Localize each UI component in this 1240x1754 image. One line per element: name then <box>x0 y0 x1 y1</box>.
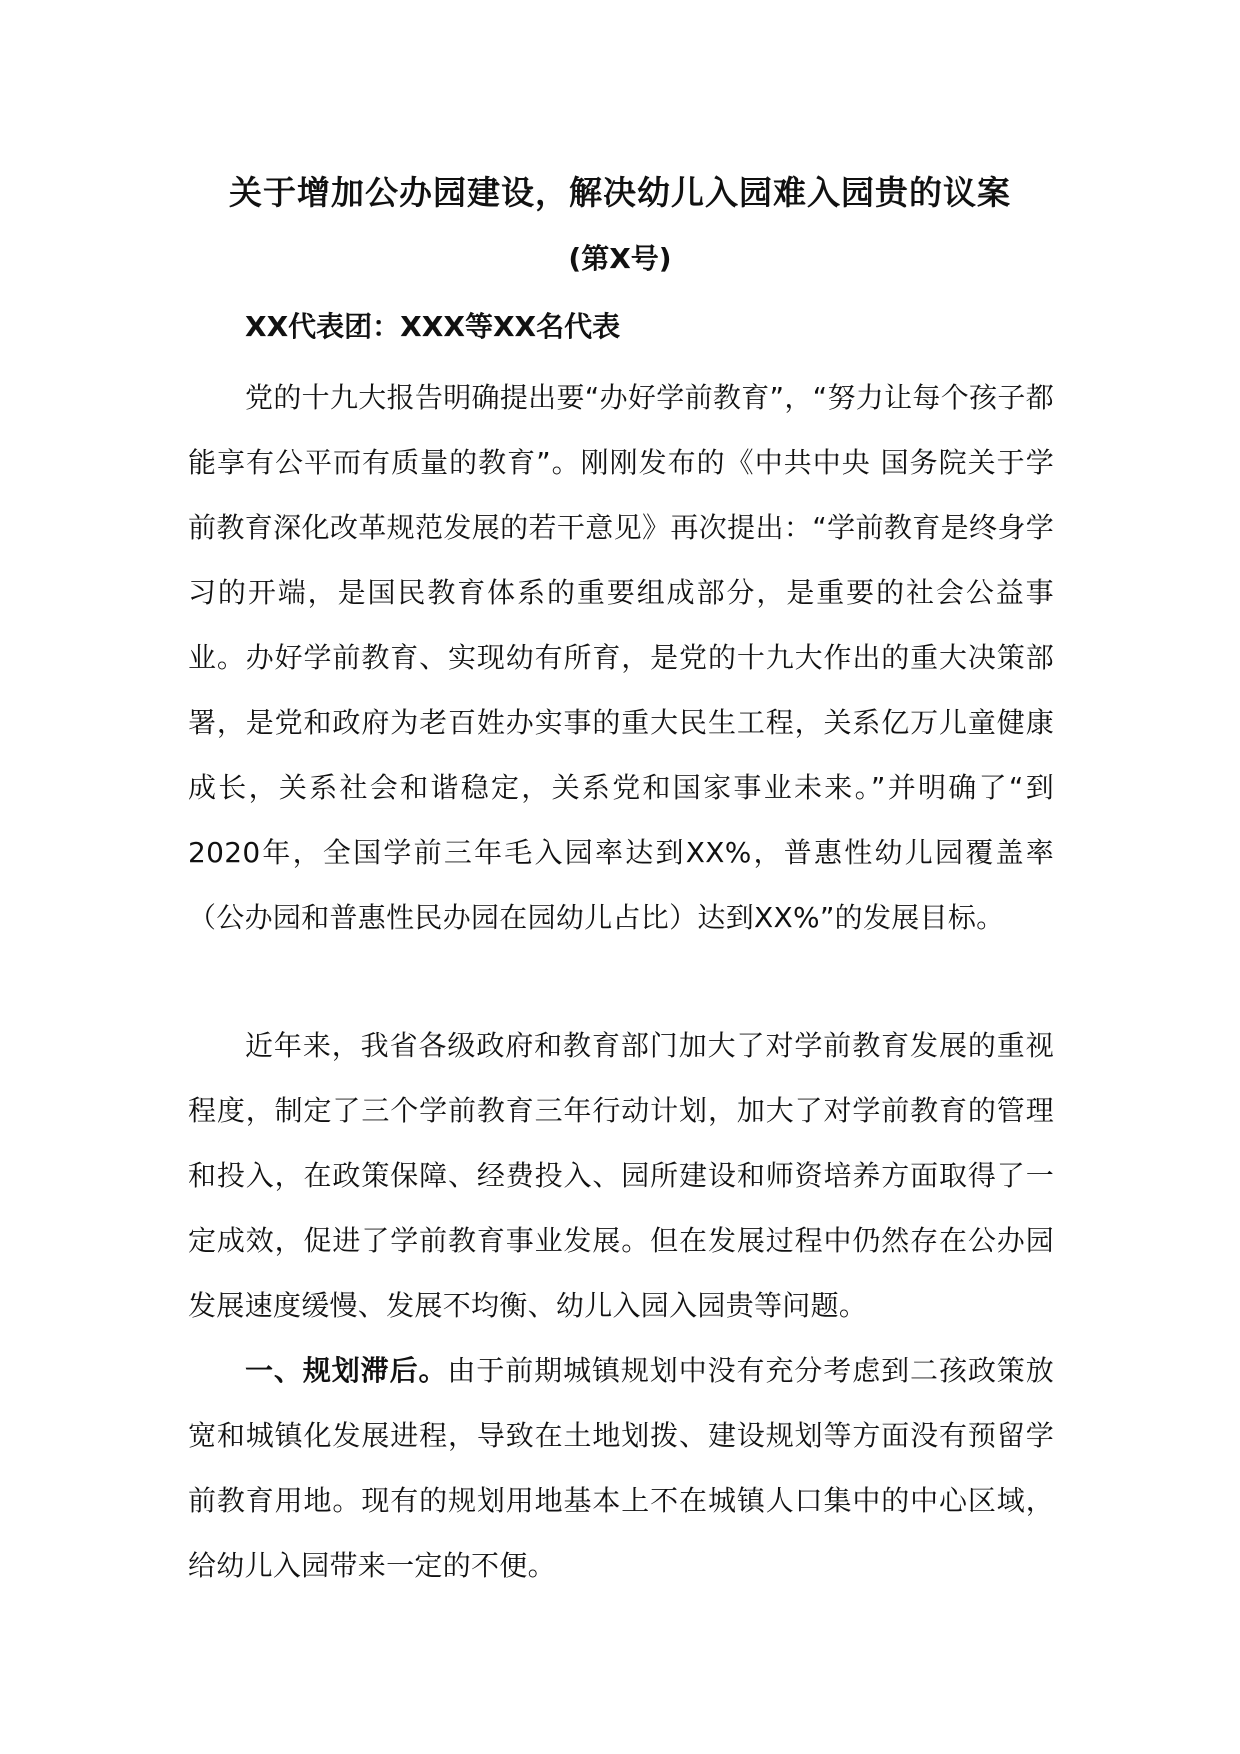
document-number: (第X号) <box>568 242 672 275</box>
delegation-line: XX代表团：XXX等XX名代表 <box>245 310 621 343</box>
paragraph-current-situation: 近年来，我省各级政府和教育部门加大了对学前教育发展的重视程度，制定了三个学前教育三年行动计划，加大了对学前教育的管理和投入，在政策保障、经费投入、园所建设和师资培养方面取得了一定成效，促进了学前教育事业发展。但在发展过程中仍然存在公办园发展速度缓慢、发展不均衡、幼儿入园入园贵等问题。 <box>188 1029 1054 1322</box>
paragraph-intro: 党的十九大报告明确提出要“办好学前教育”，“努力让每个孩子都能享有公平而有质量的教育”。刚刚发布的《中共中央 国务院关于学前教育深化改革规范发展的若干意见》再次提出：“学前教育是终身学习的开端，是国民教育体系的重要组成部分，是重要的社会公益事业。办好学前教育、实现幼有所育，是党的十九大作出的重大决策部署，是党和政府为老百姓办实事的重大民生工程，关系亿万儿童健康成长，关系社会和谐稳定，关系党和国家事业未来。”并明确了“到2020年，全国学前三年毛入园率达到XX%，普惠性幼儿园覆盖率（公办园和普惠性民办园在园幼儿占比）达到XX%”的发展目标。 <box>188 381 1054 934</box>
section-heading: 一、规划滞后。 <box>245 1354 448 1387</box>
paragraph-planning-lag <box>188 1338 1054 1598</box>
document-title: 关于增加公办园建设，解决幼儿入园难入园贵的议案 <box>229 173 1011 212</box>
section-body: 由于前期城镇规划中没有充分考虑到二孩政策放宽和城镇化发展进程，导致在土地划拨、建设规划等方面没有预留学前教育用地。现有的规划用地基本上不在城镇人口集中的中心区域，给幼儿入园带来一定的不便。 <box>188 1354 1054 1582</box>
